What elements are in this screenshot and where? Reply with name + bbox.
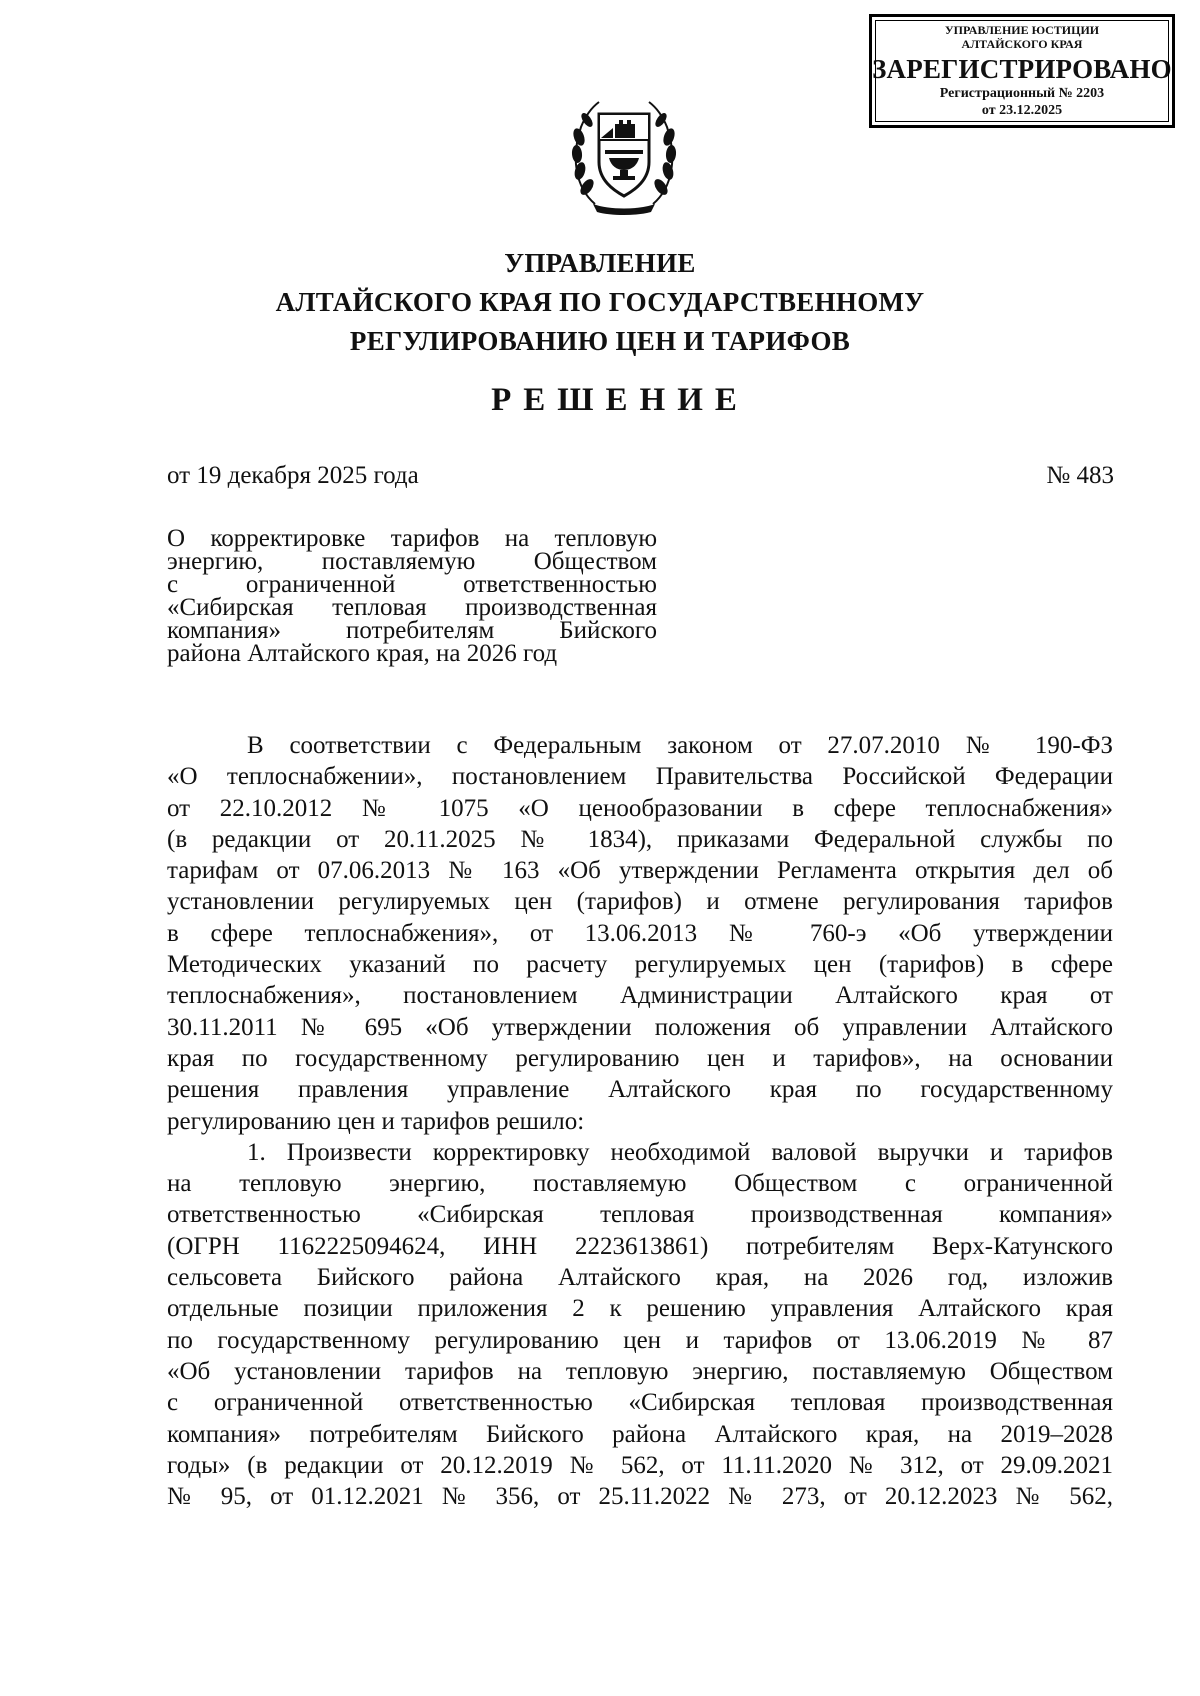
body-line: решения правления управление Алтайского края по государственному [167, 1076, 1113, 1104]
body-line: по государственному регулированию цен и тарифов от 13.06.2019 № 87 [167, 1326, 1113, 1354]
body-line: (ОГРН 1162225094624, ИНН 2223613861) потребителям Верх-Катунского [167, 1232, 1113, 1260]
subject-block [167, 527, 657, 665]
body-line: регулированию цен и тарифов решило: [167, 1107, 585, 1135]
body-line: тарифам от 07.06.2013 № 163 «Об утверждении Регламента открытия дел об [167, 857, 1113, 885]
subject-line: О корректировке тарифов на тепловую [167, 525, 657, 552]
stamp-status: ЗАРЕГИСТРИРОВАНО [872, 54, 1172, 84]
body-line: «О теплоснабжении», постановлением Правительства Российской Федерации [167, 763, 1113, 791]
subject-line: «Сибирская тепловая производственная [167, 594, 657, 621]
coat-of-arms-icon [565, 92, 683, 218]
body-line: (в редакции от 20.11.2025 № 1834), приказами Федеральной службы по [167, 825, 1113, 853]
stamp-date: от 23.12.2025 [981, 103, 1063, 118]
decision-number: № 483 [1046, 462, 1114, 489]
agency-line3: РЕГУЛИРОВАНИЮ ЦЕН И ТАРИФОВ [349, 326, 851, 356]
body-text [167, 730, 1113, 1512]
body-line: от 22.10.2012 № 1075 «О ценообразовании в сфере теплоснабжения» [167, 794, 1113, 822]
body-line: Методических указаний по расчету регулируемых цен (тарифов) в сфере [167, 951, 1113, 979]
body-line: теплоснабжения», постановлением Администрации Алтайского края от [167, 982, 1113, 1010]
stamp-org-line1: УПРАВЛЕНИЕ ЮСТИЦИИ [944, 23, 1100, 37]
body-line: В соответствии с Федеральным законом от 27.07.2010 № 190-ФЗ [247, 732, 1113, 759]
body-line: в сфере теплоснабжения», от 13.06.2013 № 760-э «Об утверждении [167, 919, 1113, 947]
subject-line: компания» потребителям Бийского [167, 617, 657, 644]
agency-header [0, 244, 1200, 361]
subject-line: с ограниченной ответственностью [167, 571, 657, 598]
body-line: годы» (в редакции от 20.12.2019 № 562, от 11.11.2020 № 312, от 29.09.2021 [167, 1451, 1113, 1479]
body-line: «Об установлении тарифов на тепловую энергию, поставляемую Обществом [167, 1357, 1113, 1385]
stamp-org-line2: АЛТАЙСКОГО КРАЯ [961, 37, 1083, 51]
body-line: 30.11.2011 № 695 «Об утверждении положения об управлении Алтайского [167, 1013, 1113, 1041]
decision-date: от 19 декабря 2025 года [167, 462, 419, 489]
body-line: № 95, от 01.12.2021 № 356, от 25.11.2022 № 273, от 20.12.2023 № 562, [167, 1483, 1113, 1511]
body-line: на тепловую энергию, поставляемую Обществом с ограниченной [167, 1170, 1113, 1198]
body-line: ответственностью «Сибирская тепловая производственная компания» [167, 1201, 1113, 1229]
stamp-reg-number: Регистрационный № 2203 [939, 86, 1105, 101]
agency-line1: УПРАВЛЕНИЕ [504, 248, 696, 278]
body-line: компания» потребителям Бийского района Алтайского края, на 2019–2028 [167, 1420, 1113, 1448]
stamp-inner-border [875, 20, 1169, 122]
subject-line: района Алтайского края, на 2026 год [167, 640, 558, 667]
body-line: отдельные позиции приложения 2 к решению управления Алтайского края [167, 1295, 1113, 1323]
subject-line: энергию, поставляемую Обществом [167, 548, 657, 575]
body-line: с ограниченной ответственностью «Сибирская тепловая производственная [167, 1389, 1113, 1417]
body-line: установлении регулируемых цен (тарифов) и отмене регулирования тарифов [167, 888, 1113, 916]
body-line: сельсовета Бийского района Алтайского края, на 2026 год, изложив [167, 1264, 1113, 1292]
document-title: РЕШЕНИЕ [491, 382, 749, 418]
agency-line2: АЛТАЙСКОГО КРАЯ ПО ГОСУДАРСТВЕННОМУ [275, 287, 925, 317]
body-line: 1. Произвести корректировку необходимой валовой выручки и тарифов [247, 1138, 1113, 1166]
body-line: края по государственному регулированию цен и тарифов», на основании [167, 1044, 1113, 1072]
registration-stamp [869, 14, 1175, 128]
